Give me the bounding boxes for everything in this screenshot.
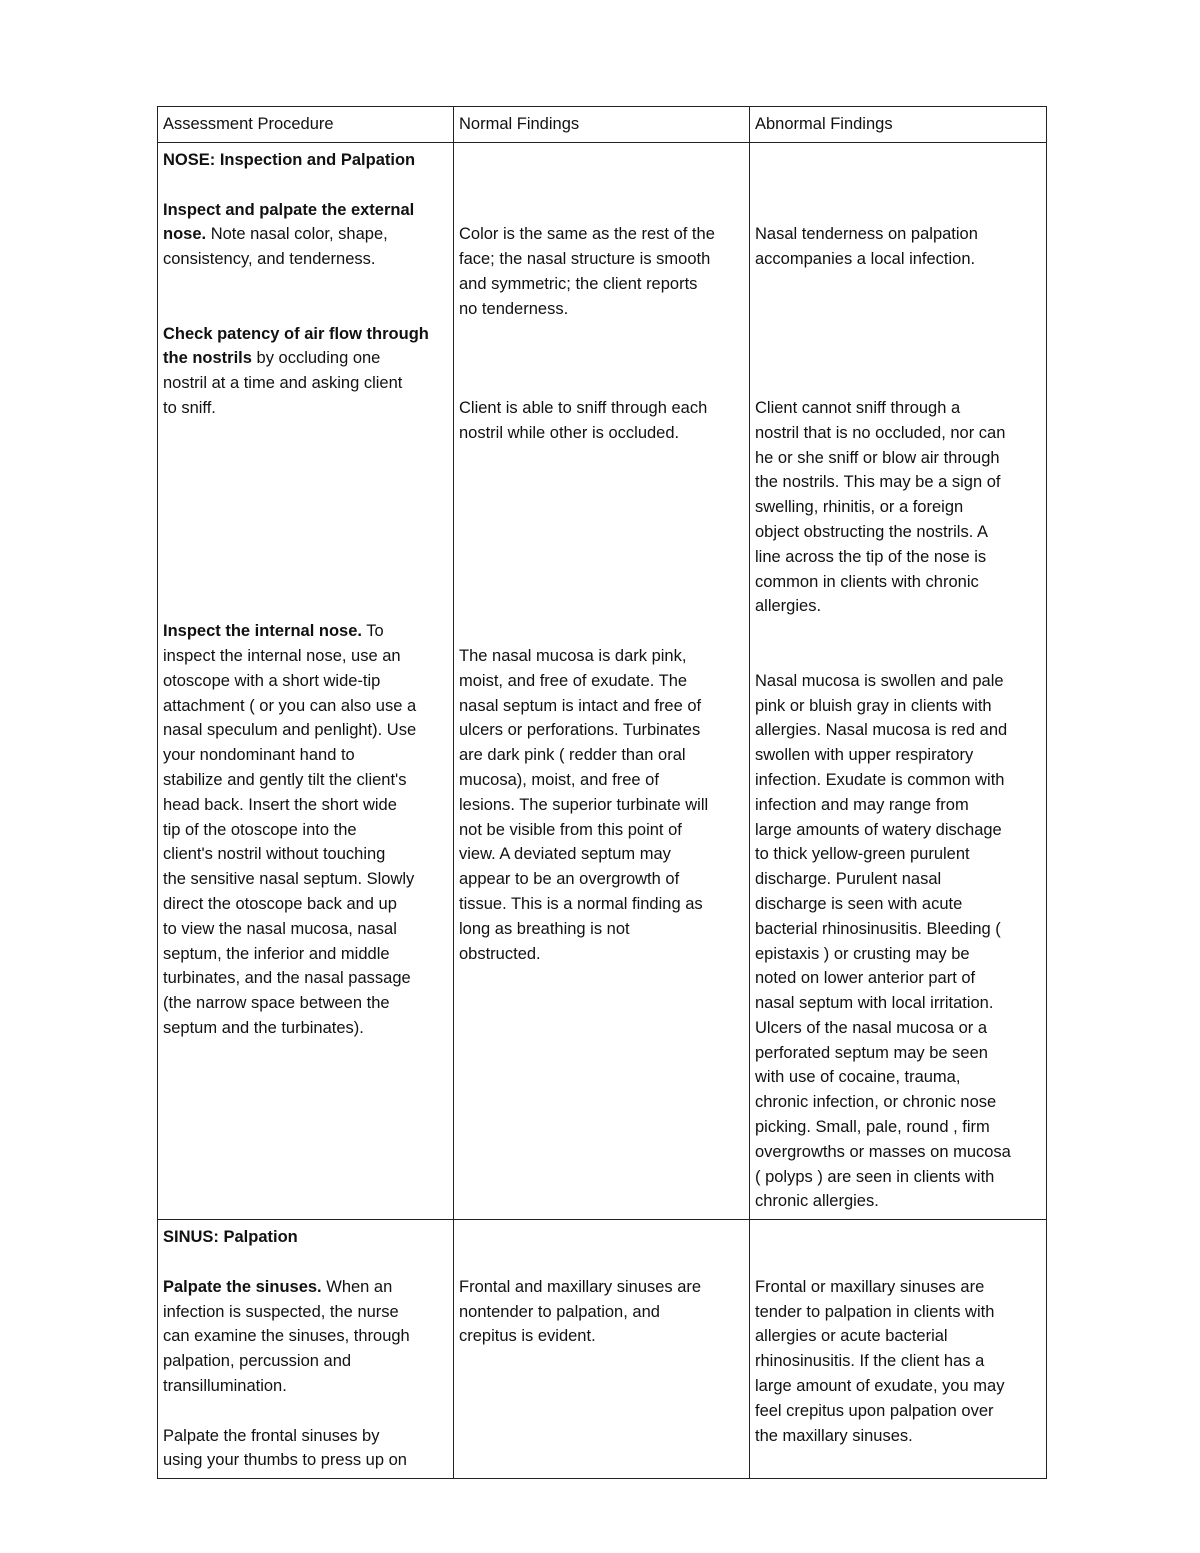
text-line — [755, 594, 1041, 619]
text-line — [755, 322, 1041, 347]
text-run: Palpate the frontal sinuses by — [163, 1426, 380, 1445]
text-run: rhinosinusitis. If the client has a — [755, 1352, 985, 1371]
text-line — [163, 1016, 448, 1041]
cell-nose-procedure — [158, 143, 454, 1220]
text-run: noted on lower anterior part of — [755, 969, 976, 988]
text-line — [163, 272, 448, 297]
cell-nose-normal — [454, 143, 750, 1220]
cell-sinus-abnormal — [750, 1220, 1047, 1479]
text-line — [755, 1115, 1041, 1140]
text-run: epistaxis ) or crusting may be — [755, 944, 970, 963]
text-line — [163, 1374, 448, 1399]
text-line — [163, 222, 448, 247]
text-run: face; the nasal structure is smooth — [459, 250, 711, 269]
text-run: to thick yellow-green purulent — [755, 845, 970, 864]
text-line — [755, 198, 1041, 223]
text-run: septum, the inferior and middle — [163, 944, 390, 963]
bold-text: SINUS: Palpation — [163, 1228, 298, 1247]
text-line — [163, 446, 448, 471]
text-line — [459, 148, 744, 173]
text-line — [755, 545, 1041, 570]
text-run: appear to be an overgrowth of — [459, 870, 680, 889]
text-line — [163, 694, 448, 719]
text-run: view. A deviated septum may — [459, 845, 671, 864]
bold-text: Palpate the sinuses. — [163, 1277, 322, 1296]
text-line — [459, 396, 744, 421]
cell-nose-abnormal — [750, 143, 1047, 1220]
text-line — [163, 198, 448, 223]
text-line — [755, 247, 1041, 272]
text-run: object obstructing the nostrils. A — [755, 522, 988, 541]
text-run: transillumination. — [163, 1377, 287, 1396]
text-line — [755, 446, 1041, 471]
text-run: he or she sniff or blow air through — [755, 448, 1000, 467]
header-assessment-procedure: Assessment Procedure — [158, 107, 454, 143]
text-run: inspect the internal nose, use an — [163, 646, 401, 665]
text-run: the maxillary sinuses. — [755, 1426, 913, 1445]
text-run: moist, and free of exudate. The — [459, 671, 688, 690]
text-line — [163, 346, 448, 371]
text-line — [755, 942, 1041, 967]
table-row-nose — [158, 143, 1047, 1220]
bold-text: nose. — [163, 225, 207, 244]
text-line — [755, 892, 1041, 917]
text-line — [459, 942, 744, 967]
text-line — [163, 768, 448, 793]
text-run: ( polyps ) are seen in clients with — [755, 1167, 995, 1186]
text-line — [755, 222, 1041, 247]
text-run: septum and the turbinates). — [163, 1018, 364, 1037]
text-line — [459, 743, 744, 768]
text-run: (the narrow space between the — [163, 994, 390, 1013]
text-run: infection. Exudate is common with — [755, 770, 1005, 789]
text-run: Note nasal color, shape, — [206, 225, 388, 244]
text-line — [459, 470, 744, 495]
text-line — [459, 173, 744, 198]
bold-text: the nostrils — [163, 349, 252, 368]
text-line — [163, 892, 448, 917]
text-line — [755, 1225, 1041, 1250]
text-run: obstructed. — [459, 944, 541, 963]
findings-table — [157, 106, 1047, 1479]
text-run: Frontal and maxillary sinuses are — [459, 1277, 702, 1296]
text-run: palpation, percussion and — [163, 1352, 352, 1371]
text-line — [755, 1374, 1041, 1399]
text-run: discharge. Purulent nasal — [755, 870, 942, 889]
text-run: and symmetric; the client reports — [459, 274, 698, 293]
bold-text: Check patency of air flow through — [163, 324, 429, 343]
text-line — [755, 1399, 1041, 1424]
text-line — [163, 173, 448, 198]
text-line — [459, 694, 744, 719]
text-line — [755, 1041, 1041, 1066]
text-line — [163, 545, 448, 570]
text-run: using your thumbs to press up on — [163, 1451, 407, 1470]
text-run: lesions. The superior turbinate will — [459, 795, 709, 814]
text-run: long as breathing is not — [459, 919, 630, 938]
text-run: nostril at a time and asking client — [163, 374, 403, 393]
text-run: turbinates, and the nasal passage — [163, 969, 411, 988]
text-line — [459, 594, 744, 619]
text-line — [459, 917, 744, 942]
text-line — [755, 1065, 1041, 1090]
text-line — [755, 991, 1041, 1016]
header-normal-findings: Normal Findings — [454, 107, 750, 143]
text-line — [459, 222, 744, 247]
text-line — [459, 247, 744, 272]
text-line — [755, 743, 1041, 768]
text-run: To — [361, 622, 384, 641]
text-line — [163, 470, 448, 495]
text-run: nostril that is no occluded, nor can — [755, 423, 1006, 442]
text-line — [755, 694, 1041, 719]
text-run: Client cannot sniff through a — [755, 398, 961, 417]
text-run: discharge is seen with acute — [755, 894, 963, 913]
text-run: with use of cocaine, trauma, — [755, 1068, 961, 1087]
text-run: tip of the otoscope into the — [163, 820, 357, 839]
text-line — [163, 644, 448, 669]
text-line — [459, 669, 744, 694]
text-line — [459, 644, 744, 669]
text-run: crepitus is evident. — [459, 1327, 596, 1346]
text-line — [459, 322, 744, 347]
text-run: large amounts of watery dischage — [755, 820, 1002, 839]
text-run: the sensitive nasal septum. Slowly — [163, 870, 415, 889]
text-line — [755, 173, 1041, 198]
text-line — [755, 1140, 1041, 1165]
text-line — [755, 818, 1041, 843]
text-run: not be visible from this point of — [459, 820, 682, 839]
text-line — [459, 198, 744, 223]
text-line — [459, 1324, 744, 1349]
text-line — [459, 718, 744, 743]
text-run: the nostrils. This may be a sign of — [755, 473, 1001, 492]
text-line — [459, 619, 744, 644]
text-run: Nasal tenderness on palpation — [755, 225, 978, 244]
text-run: your nondominant hand to — [163, 746, 355, 765]
text-line — [755, 346, 1041, 371]
text-line — [163, 867, 448, 892]
text-line — [163, 297, 448, 322]
header-abnormal-findings: Abnormal Findings — [750, 107, 1047, 143]
text-run: to view the nasal mucosa, nasal — [163, 919, 397, 938]
text-line — [755, 148, 1041, 173]
text-line — [755, 966, 1041, 991]
text-line — [163, 1399, 448, 1424]
text-line — [163, 371, 448, 396]
text-run: infection is suspected, the nurse — [163, 1302, 399, 1321]
text-run: otoscope with a short wide-tip — [163, 671, 381, 690]
text-line — [163, 842, 448, 867]
text-line — [163, 1448, 448, 1473]
text-run: allergies. Nasal mucosa is red and — [755, 721, 1008, 740]
text-run: client's nostril without touching — [163, 845, 386, 864]
bold-text: NOSE: Inspection and Palpation — [163, 151, 416, 169]
text-run: line across the tip of the nose is — [755, 547, 987, 566]
text-line — [459, 570, 744, 595]
text-run: tender to palpation in clients with — [755, 1302, 995, 1321]
text-run: tissue. This is a normal finding as — [459, 894, 703, 913]
bold-text: Inspect the internal nose. — [163, 622, 362, 641]
text-line — [163, 1300, 448, 1325]
text-line — [755, 644, 1041, 669]
text-line — [755, 371, 1041, 396]
text-line — [163, 396, 448, 421]
text-line — [163, 520, 448, 545]
text-line — [163, 619, 448, 644]
text-line — [459, 892, 744, 917]
text-run: Client is able to sniff through each — [459, 398, 708, 417]
text-line — [459, 1225, 744, 1250]
text-line — [459, 371, 744, 396]
text-line — [755, 1165, 1041, 1190]
text-line — [163, 421, 448, 446]
cell-sinus-normal — [454, 1220, 750, 1479]
text-line — [755, 619, 1041, 644]
text-line — [163, 570, 448, 595]
text-line — [459, 1250, 744, 1275]
text-line — [163, 743, 448, 768]
text-run: pink or bluish gray in clients with — [755, 696, 992, 715]
text-line — [755, 842, 1041, 867]
text-run: are dark pink ( redder than oral — [459, 746, 686, 765]
text-line — [755, 768, 1041, 793]
text-line — [755, 1300, 1041, 1325]
text-run: chronic allergies. — [755, 1192, 879, 1211]
text-run: Ulcers of the nasal mucosa or a — [755, 1018, 988, 1037]
text-run: large amount of exudate, you may — [755, 1377, 1005, 1396]
text-line — [163, 942, 448, 967]
text-run: Nasal mucosa is swollen and pale — [755, 671, 1004, 690]
text-line — [755, 793, 1041, 818]
text-line — [163, 718, 448, 743]
text-line — [459, 545, 744, 570]
text-line — [459, 842, 744, 867]
cell-sinus-procedure — [158, 1220, 454, 1479]
text-run: no tenderness. — [459, 299, 569, 318]
text-line — [755, 1189, 1041, 1214]
text-line — [755, 396, 1041, 421]
text-line — [163, 1225, 448, 1250]
text-run: Frontal or maxillary sinuses are — [755, 1277, 985, 1296]
text-run: accompanies a local infection. — [755, 250, 976, 269]
text-run: nasal septum with local irritation. — [755, 994, 994, 1013]
text-line — [755, 1349, 1041, 1374]
text-line — [755, 272, 1041, 297]
text-run: Color is the same as the rest of the — [459, 225, 715, 244]
text-line — [459, 421, 744, 446]
text-run: picking. Small, pale, round , firm — [755, 1118, 990, 1137]
text-run: nontender to palpation, and — [459, 1302, 660, 1321]
text-line — [459, 272, 744, 297]
text-line — [163, 247, 448, 272]
text-run: head back. Insert the short wide — [163, 795, 397, 814]
text-line — [459, 793, 744, 818]
text-line — [755, 669, 1041, 694]
text-run: consistency, and tenderness. — [163, 250, 376, 269]
text-line — [755, 421, 1041, 446]
bold-text: Inspect and palpate the external — [163, 200, 415, 219]
text-line — [755, 917, 1041, 942]
text-line — [755, 520, 1041, 545]
text-line — [755, 718, 1041, 743]
text-line — [459, 768, 744, 793]
text-run: chronic infection, or chronic nose — [755, 1093, 997, 1112]
text-line — [163, 594, 448, 619]
text-line — [163, 1324, 448, 1349]
text-line — [163, 1349, 448, 1374]
text-run: ulcers or perforations. Turbinates — [459, 721, 701, 740]
text-run: to sniff. — [163, 398, 216, 417]
text-line — [459, 520, 744, 545]
text-line — [755, 495, 1041, 520]
table-header-row — [158, 107, 1047, 143]
text-line — [163, 818, 448, 843]
text-run: nasal septum is intact and free of — [459, 696, 702, 715]
text-line — [163, 1275, 448, 1300]
table-row-sinus — [158, 1220, 1047, 1479]
text-line — [755, 1275, 1041, 1300]
text-run: bacterial rhinosinusitis. Bleeding ( — [755, 919, 1001, 938]
text-line — [163, 495, 448, 520]
text-line — [163, 1250, 448, 1275]
text-line — [755, 470, 1041, 495]
text-line — [755, 1090, 1041, 1115]
text-run: allergies. — [755, 597, 822, 616]
text-line — [755, 1324, 1041, 1349]
text-run: attachment ( or you can also use a — [163, 696, 417, 715]
text-run: common in clients with chronic — [755, 572, 979, 591]
text-line — [755, 570, 1041, 595]
text-run: swollen with upper respiratory — [755, 746, 974, 765]
text-line — [163, 322, 448, 347]
text-line — [459, 495, 744, 520]
text-run: feel crepitus upon palpation over — [755, 1401, 994, 1420]
text-run: nostril while other is occluded. — [459, 423, 680, 442]
text-line — [755, 1424, 1041, 1449]
text-run: nasal speculum and penlight). Use — [163, 721, 417, 740]
text-run: allergies or acute bacterial — [755, 1327, 948, 1346]
text-run: The nasal mucosa is dark pink, — [459, 646, 687, 665]
text-line — [459, 818, 744, 843]
text-line — [163, 793, 448, 818]
text-line — [755, 1016, 1041, 1041]
text-run: stabilize and gently tilt the client's — [163, 770, 407, 789]
text-line — [163, 669, 448, 694]
text-run: by occluding one — [251, 349, 381, 368]
text-line — [459, 346, 744, 371]
text-run: overgrowths or masses on mucosa — [755, 1142, 1011, 1161]
text-line — [163, 991, 448, 1016]
text-line — [163, 148, 448, 173]
text-line — [459, 867, 744, 892]
text-run: mucosa), moist, and free of — [459, 770, 659, 789]
text-run: When an — [321, 1277, 393, 1296]
text-line — [755, 867, 1041, 892]
text-line — [459, 446, 744, 471]
text-line — [163, 917, 448, 942]
text-line — [755, 1250, 1041, 1275]
text-line — [163, 966, 448, 991]
text-line — [459, 297, 744, 322]
text-line — [755, 297, 1041, 322]
text-run: direct the otoscope back and up — [163, 894, 397, 913]
text-line — [459, 1300, 744, 1325]
text-line — [163, 1424, 448, 1449]
text-run: swelling, rhinitis, or a foreign — [755, 498, 964, 517]
text-run: perforated septum may be seen — [755, 1043, 988, 1062]
text-run: infection and may range from — [755, 795, 969, 814]
text-line — [459, 1275, 744, 1300]
text-run: can examine the sinuses, through — [163, 1327, 410, 1346]
